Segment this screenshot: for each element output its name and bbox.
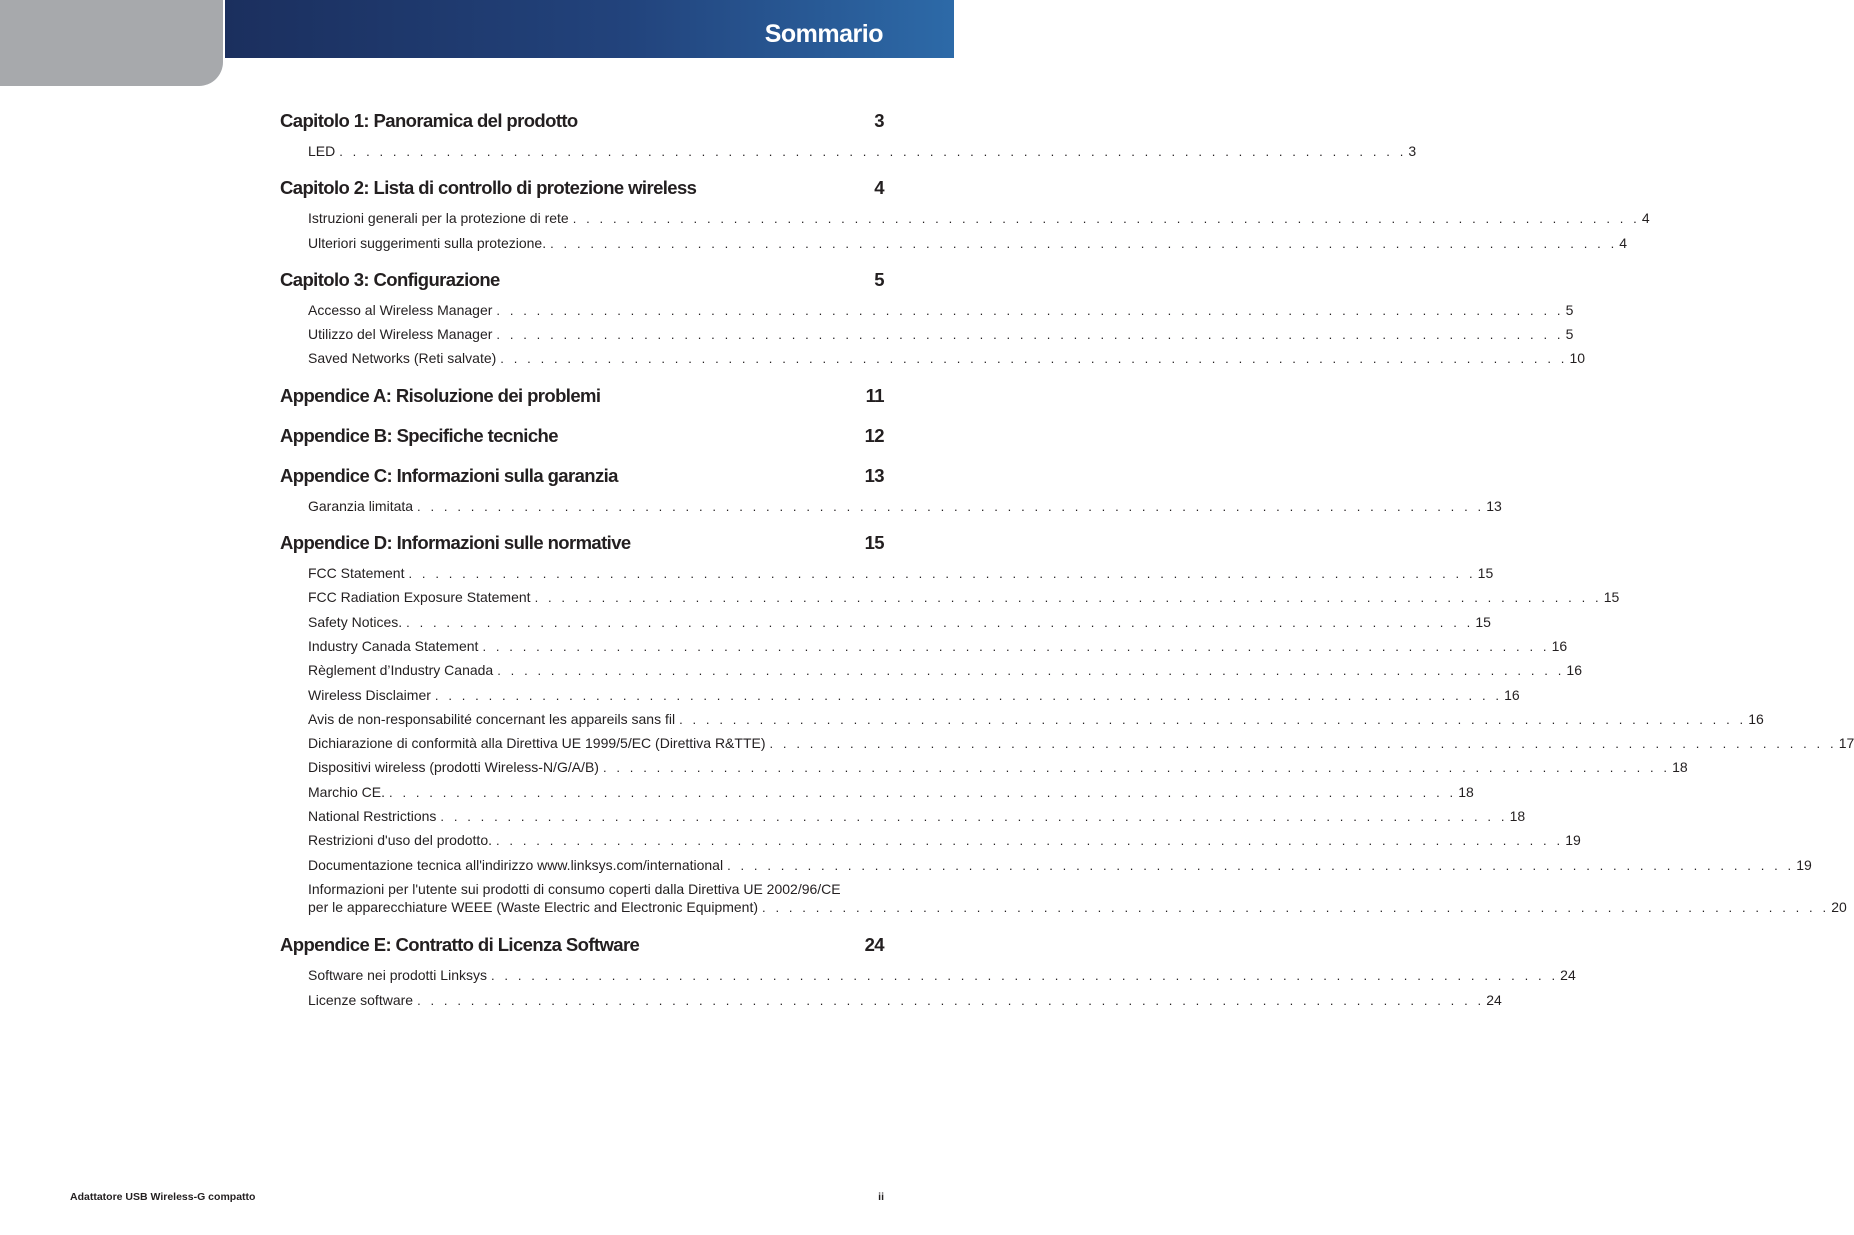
dot-leader: . . . . . . . . . . . . . . . . . . . . . . . . . . . . . . . . . . . . . . . . . . . . . . . . . . . . . . . . . . . . . . . . . . . . . . . . . . . . . . . . — [550, 235, 1618, 251]
entry-label: Istruzioni generali per la protezione di rete — [308, 210, 569, 227]
entry-label: National Restrictions — [308, 808, 437, 825]
entry-page: 17 — [1838, 735, 1854, 752]
dot-leader: . . . . . . . . . . . . . . . . . . . . . . . . . . . . . . . . . . . . . . . . . . . . . . . . . . . . . . . . . . . . . . . . . . . . . . . . . . . . . . . . — [389, 784, 1457, 800]
chapter-title: Appendice E: Contratto di Licenza Software — [280, 934, 640, 956]
dot-leader: . . . . . . . . . . . . . . . . . . . . . . . . . . . . . . . . . . . . . . . . . . . . . . . . . . . . . . . . . . . . . . . . . . . . . . . . . . . . . . . . — [490, 968, 1559, 984]
dot-leader: . . . . . . . . . . . . . . . . . . . . . . . . . . . . . . . . . . . . . . . . . . . . . . . . . . . . . . . . . . . . . . . . . . . . . . . . . . . . . . . . — [406, 614, 1474, 630]
entry-page: 16 — [1566, 662, 1582, 679]
toc-entry[interactable] — [308, 880, 1847, 917]
dot-leader: . . . . . . . . . . . . . . . . . . . . . . . . . . . . . . . . . . . . . . . . . . . . . . . . . . . . . . . . . . . . . . . . . . . . . . . . . . . . . . . . — [417, 992, 1485, 1008]
entry-label: Saved Networks (Reti salvate) — [308, 350, 497, 367]
chapter-title: Appendice D: Informazioni sulle normative — [280, 532, 631, 554]
toc-entry[interactable] — [308, 758, 1688, 776]
toc-entry[interactable] — [308, 734, 1854, 752]
chapter-page: 11 — [865, 384, 884, 406]
toc-chapter[interactable] — [280, 530, 884, 556]
entry-label: Software nei prodotti Linksys — [308, 967, 487, 984]
entry-label: Safety Notices. — [308, 613, 403, 630]
dot-leader: . . . . . . . . . . . . . . . . . . . . . . . . . . . . . . . . . . . . . . . . . . . . . . . . . . . . . . . . . . . . . . . . . . . . . . . . . . . . . . . . — [572, 211, 1640, 227]
dot-leader: . . . . . . . . . . . . . . . . . . . . . . . . . . . . . . . . . . . . . . . . . . . . . . . . . . . . . . . . . . . . . . . . . . . . . . . . . . . . . . . . — [496, 302, 1564, 318]
corner-tab — [0, 0, 223, 86]
entry-label: Licenze software — [308, 991, 414, 1008]
chapter-title: Appendice B: Specifiche tecniche — [280, 424, 558, 446]
chapter-page: 5 — [874, 268, 884, 290]
chapter-entries — [280, 134, 1417, 175]
toc-entry[interactable] — [308, 142, 1417, 160]
dot-leader: . . . . . . . . . . . . . . . . . . . . . . . . . . . . . . . . . . . . . . . . . . . . . . . . . . . . . . . . . . . . . . . . . . . . . . . . . . . . . . . . — [408, 566, 1476, 582]
entry-page: 19 — [1565, 832, 1581, 849]
entry-page: 13 — [1486, 497, 1502, 514]
chapter-page: 24 — [864, 934, 884, 956]
toc-entry[interactable] — [308, 807, 1526, 825]
entry-page: 15 — [1475, 613, 1491, 630]
entry-page: 16 — [1748, 710, 1764, 727]
dot-leader: . . . . . . . . . . . . . . . . . . . . . . . . . . . . . . . . . . . . . . . . . . . . . . . . . . . . . . . . . . . . . . . . . . . . . . . . . . . . . . . . — [417, 498, 1485, 514]
entry-page: 18 — [1458, 783, 1474, 800]
toc-entry[interactable] — [308, 325, 1574, 343]
chapter-page: 3 — [874, 110, 884, 131]
entry-page: 15 — [1603, 589, 1620, 606]
entry-page: 16 — [1504, 686, 1520, 703]
dot-leader: . . . . . . . . . . . . . . . . . . . . . . . . . . . . . . . . . . . . . . . . . . . . . . . . . . . . . . . . . . . . . . . . . . . . . . . . . . . . . . . . — [500, 351, 1568, 367]
footer-page-number: ii — [878, 1191, 884, 1203]
chapter-page: 13 — [864, 464, 884, 486]
toc-chapter[interactable] — [280, 267, 884, 293]
toc-entry[interactable] — [308, 209, 1650, 227]
page-title: Sommario — [764, 20, 883, 48]
dot-leader: . . . . . . . . . . . . . . . . . . . . . . . . . . . . . . . . . . . . . . . . . . . . . . . . . . . . . . . . . . . . . . . . . . . . . . . . . . . . . . . . — [496, 327, 1564, 343]
chapter-entries — [280, 293, 1586, 383]
chapter-page: 15 — [864, 532, 884, 554]
entry-page: 10 — [1569, 350, 1586, 367]
entry-page: 15 — [1477, 565, 1494, 582]
entry-label: Ulteriori suggerimenti sulla protezione. — [308, 234, 547, 251]
toc-entry[interactable] — [308, 234, 1628, 252]
dot-leader: . . . . . . . . . . . . . . . . . . . . . . . . . . . . . . . . . . . . . . . . . . . . . . . . . . . . . . . . . . . . . . . . . . . . . . . . . . . . . . . . — [497, 663, 1565, 679]
entry-label: Règlement d’Industry Canada — [308, 662, 494, 679]
dot-leader: . . . . . . . . . . . . . . . . . . . . . . . . . . . . . . . . . . . . . . . . . . . . . . . . . . . . . . . . . . . . . . . . . . . . . . . . . . . . . . . . — [602, 760, 1671, 776]
entry-page: 24 — [1560, 967, 1576, 984]
chapter-title: Capitolo 3: Configurazione — [280, 268, 500, 290]
entry-label: Restrizioni d'uso del prodotto. — [308, 832, 492, 849]
entry-page: 3 — [1408, 143, 1417, 159]
toc-entry[interactable] — [308, 301, 1574, 319]
entry-label: Industry Canada Statement — [308, 637, 479, 654]
entry-page: 5 — [1565, 326, 1574, 343]
entry-label: Accesso al Wireless Manager — [308, 301, 493, 318]
toc-entry[interactable] — [308, 613, 1491, 631]
toc-chapter[interactable] — [280, 463, 884, 489]
toc-entry[interactable] — [308, 588, 1620, 606]
dot-leader: . . . . . . . . . . . . . . . . . . . . . . . . . . . . . . . . . . . . . . . . . . . . . . . . . . . . . . . . . . . . . . . . . . . . . . . . . . . . . . . . — [440, 809, 1508, 825]
dot-leader: . . . . . . . . . . . . . . . . . . . . . . . . . . . . . . . . . . . . . . . . . . . . . . . . . . . . . . . . . . . . . . . . . . . . . . . . . . . . . . . . — [434, 687, 1503, 703]
chapter-page: 12 — [864, 424, 884, 446]
toc-entry[interactable] — [308, 966, 1576, 984]
entry-label: Dichiarazione di conformità alla Direttiva UE 1999/5/EC (Direttiva R&TTE) — [308, 735, 766, 752]
entry-label-continued: per le apparecchiature WEEE (Waste Electric and Electronic Equipment) — [308, 898, 759, 915]
dot-leader: . . . . . . . . . . . . . . . . . . . . . . . . . . . . . . . . . . . . . . . . . . . . . . . . . . . . . . . . . . . . . . . . . . . . . . . . . . . . . . . . — [534, 590, 1602, 606]
chapter-title: Capitolo 2: Lista di controllo di protezione wireless — [280, 177, 697, 199]
toc-entry[interactable] — [308, 783, 1474, 801]
entry-page: 5 — [1565, 301, 1574, 318]
toc-entry[interactable] — [308, 564, 1494, 582]
chapter-entries — [280, 201, 1650, 267]
chapter-page: 4 — [874, 177, 884, 199]
entry-label: Marchio CE. — [308, 783, 386, 800]
header-band — [225, 0, 954, 58]
toc-entry[interactable] — [308, 686, 1520, 704]
toc-entry[interactable] — [308, 856, 1812, 874]
entry-label: FCC Statement — [308, 565, 405, 582]
dot-leader: . . . . . . . . . . . . . . . . . . . . . . . . . . . . . . . . . . . . . . . . . . . . . . . . . . . . . . . . . . . . . . . . . . . . . . . . . . . . . . . . — [762, 899, 1830, 915]
entry-page: 18 — [1672, 759, 1688, 776]
toc-chapter[interactable] — [280, 175, 884, 201]
chapter-entries — [280, 556, 1854, 932]
footer-product-name: Adattatore USB Wireless-G compatto — [70, 1191, 256, 1203]
entry-label: Wireless Disclaimer — [308, 686, 431, 703]
entry-label: Garanzia limitata — [308, 497, 414, 514]
chapter-title: Appendice C: Informazioni sulla garanzia — [280, 464, 618, 486]
dot-leader: . . . . . . . . . . . . . . . . . . . . . . . . . . . . . . . . . . . . . . . . . . . . . . . . . . . . . . . . . . . . . . . . . . . . . . . . . . . . . . . . — [727, 857, 1795, 873]
entry-page: 18 — [1509, 808, 1526, 825]
entry-label: Avis de non-responsabilité concernant les appareils sans fil — [308, 710, 676, 727]
toc-entry[interactable] — [308, 637, 1568, 655]
entry-page: 16 — [1551, 637, 1568, 654]
toc-entry[interactable] — [308, 991, 1502, 1009]
toc-entry[interactable] — [308, 710, 1764, 728]
toc-chapter[interactable] — [280, 383, 884, 409]
chapter-entries — [280, 489, 1502, 530]
toc-entry[interactable] — [308, 497, 1502, 515]
dot-leader: . . . . . . . . . . . . . . . . . . . . . . . . . . . . . . . . . . . . . . . . . . . . . . . . . . . . . . . . . . . . . . . . . . . . . . . . . . . . . . . . — [496, 833, 1564, 849]
entry-label: FCC Radiation Exposure Statement — [308, 589, 531, 606]
entry-label: Documentazione tecnica all'indirizzo www.linksys.com/international — [308, 856, 724, 873]
entry-page: 19 — [1796, 856, 1812, 873]
toc-entry[interactable] — [308, 831, 1581, 849]
toc-chapter[interactable] — [280, 423, 884, 449]
dot-leader: . . . . . . . . . . . . . . . . . . . . . . . . . . . . . . . . . . . . . . . . . . . . . . . . . . . . . . . . . . . . . . . . . . . . . . . . . . . . . . . . — [339, 144, 1407, 159]
entry-page: 24 — [1486, 991, 1502, 1008]
entry-label: Informazioni per l'utente sui prodotti di consumo coperti dalla Direttiva UE 2002/96/CE — [308, 880, 841, 897]
entry-page: 20 — [1831, 898, 1847, 915]
toc-chapter[interactable] — [280, 108, 884, 134]
entry-page: 4 — [1619, 234, 1628, 251]
toc-chapter[interactable] — [280, 932, 884, 958]
entry-page: 4 — [1641, 210, 1650, 227]
dot-leader: . . . . . . . . . . . . . . . . . . . . . . . . . . . . . . . . . . . . . . . . . . . . . . . . . . . . . . . . . . . . . . . . . . . . . . . . . . . . . . . . — [482, 638, 1550, 654]
toc-entry[interactable] — [308, 661, 1582, 679]
dot-leader: . . . . . . . . . . . . . . . . . . . . . . . . . . . . . . . . . . . . . . . . . . . . . . . . . . . . . . . . . . . . . . . . . . . . . . . . . . . . . . . . — [769, 736, 1837, 752]
chapter-title: Capitolo 1: Panoramica del prodotto — [280, 110, 578, 131]
chapter-title: Appendice A: Risoluzione dei problemi — [280, 384, 601, 406]
entry-label: Dispositivi wireless (prodotti Wireless-N/G/A/B) — [308, 759, 599, 776]
toc-entry[interactable] — [308, 349, 1586, 367]
dot-leader: . . . . . . . . . . . . . . . . . . . . . . . . . . . . . . . . . . . . . . . . . . . . . . . . . . . . . . . . . . . . . . . . . . . . . . . . . . . . . . . . — [679, 711, 1747, 727]
chapter-entries — [280, 958, 1576, 1024]
table-of-contents — [280, 108, 1854, 1024]
entry-label: Utilizzo del Wireless Manager — [308, 326, 493, 343]
entry-label: LED — [308, 143, 336, 159]
